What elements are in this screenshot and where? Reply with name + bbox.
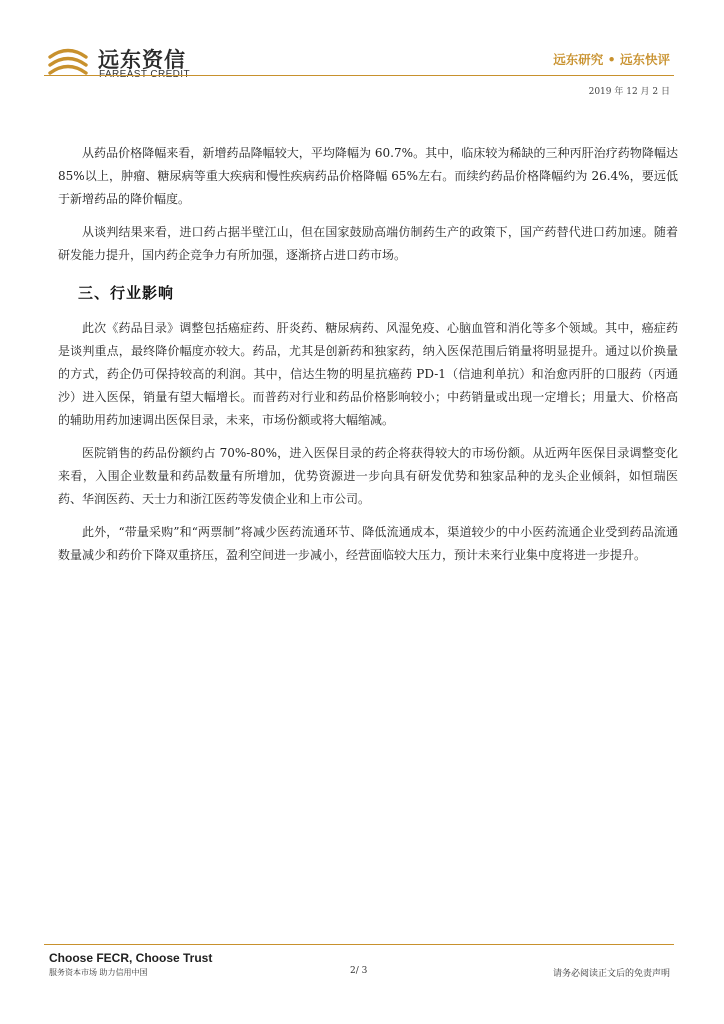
footer-slogan: Choose FECR, Choose Trust <box>49 951 213 965</box>
footer-subtitle: 服务资本市场 助力信用中国 <box>49 968 148 977</box>
report-series-label: 远东研究 • 远东快评 <box>553 52 670 67</box>
section-heading-industry-impact: 三、行业影响 <box>78 284 175 302</box>
page-number: 2/ 3 <box>350 966 368 976</box>
report-body <box>58 142 678 577</box>
paragraph-import-drugs: 从谈判结果来看，进口药占据半壁江山，但在国家鼓励高端仿制药生产的政策下，国产药替代进口药加速。随着研发能力提升，国内药企竞争力有所加强，逐渐挤占进口药市场。 <box>58 225 678 262</box>
report-date: 2019 年 12 月 2 日 <box>588 87 670 97</box>
page-header <box>0 0 724 100</box>
paragraph-price-cuts: 从药品价格降幅来看，新增药品降幅较大，平均降幅为 60.7%。其中，临床较为稀缺的三种丙肝治疗药物降幅达 85%以上，肿瘤、糖尿病等重大疾病和慢性疾病药品价格降幅 65%左右。而续约药品价格降幅约为 26.4%，要远低于新增药品的降价幅度。 <box>58 146 678 206</box>
logo-chinese-name: 远东资信 <box>98 48 186 72</box>
paragraph-distribution: 此外，“带量采购”和“两票制”将减少医药流通环节、降低流通成本，渠道较少的中小医药流通企业受到药品流通数量减少和药价下降双重挤压，盈利空间进一步减小，经营面临较大压力，预计未来行业集中度将进一步提升。 <box>58 525 678 562</box>
paragraph-market-share: 医院销售的药品份额约占 70%-80%，进入医保目录的药企将获得较大的市场份额。从近两年医保目录调整变化来看，入围企业数量和药品数量有所增加，优势资源进一步向具有研发优势和独家品种的龙头企业倾斜，如恒瑞医药、华润医药、天士力和浙江医药等发债企业和上市公司。 <box>58 446 678 506</box>
footer-divider <box>44 944 674 945</box>
header-divider <box>44 75 674 76</box>
footer-disclaimer: 请务必阅读正文后的免责声明 <box>552 969 670 979</box>
paragraph-catalog-adjustment: 此次《药品目录》调整包括癌症药、肝炎药、糖尿病药、风湿免疫、心脑血管和消化等多个领域。其中，癌症药是谈判重点，最终降价幅度亦较大。药品，尤其是创新药和独家药，纳入医保范围后销量将明显提升。通过以价换量的方式，药企仍可保持较高的利润。其中，信达生物的明星抗癌药 PD-1（信迪利单抗）和治愈丙肝的口服药（丙通沙）进入医保，销量有望大幅增长。而普药对行业和药品价格影响较小；中药销量或出现一定增长；用量大、价格高的辅助用药加速调出医保目录，未来，市场份额或将大幅缩减。 <box>58 321 678 427</box>
